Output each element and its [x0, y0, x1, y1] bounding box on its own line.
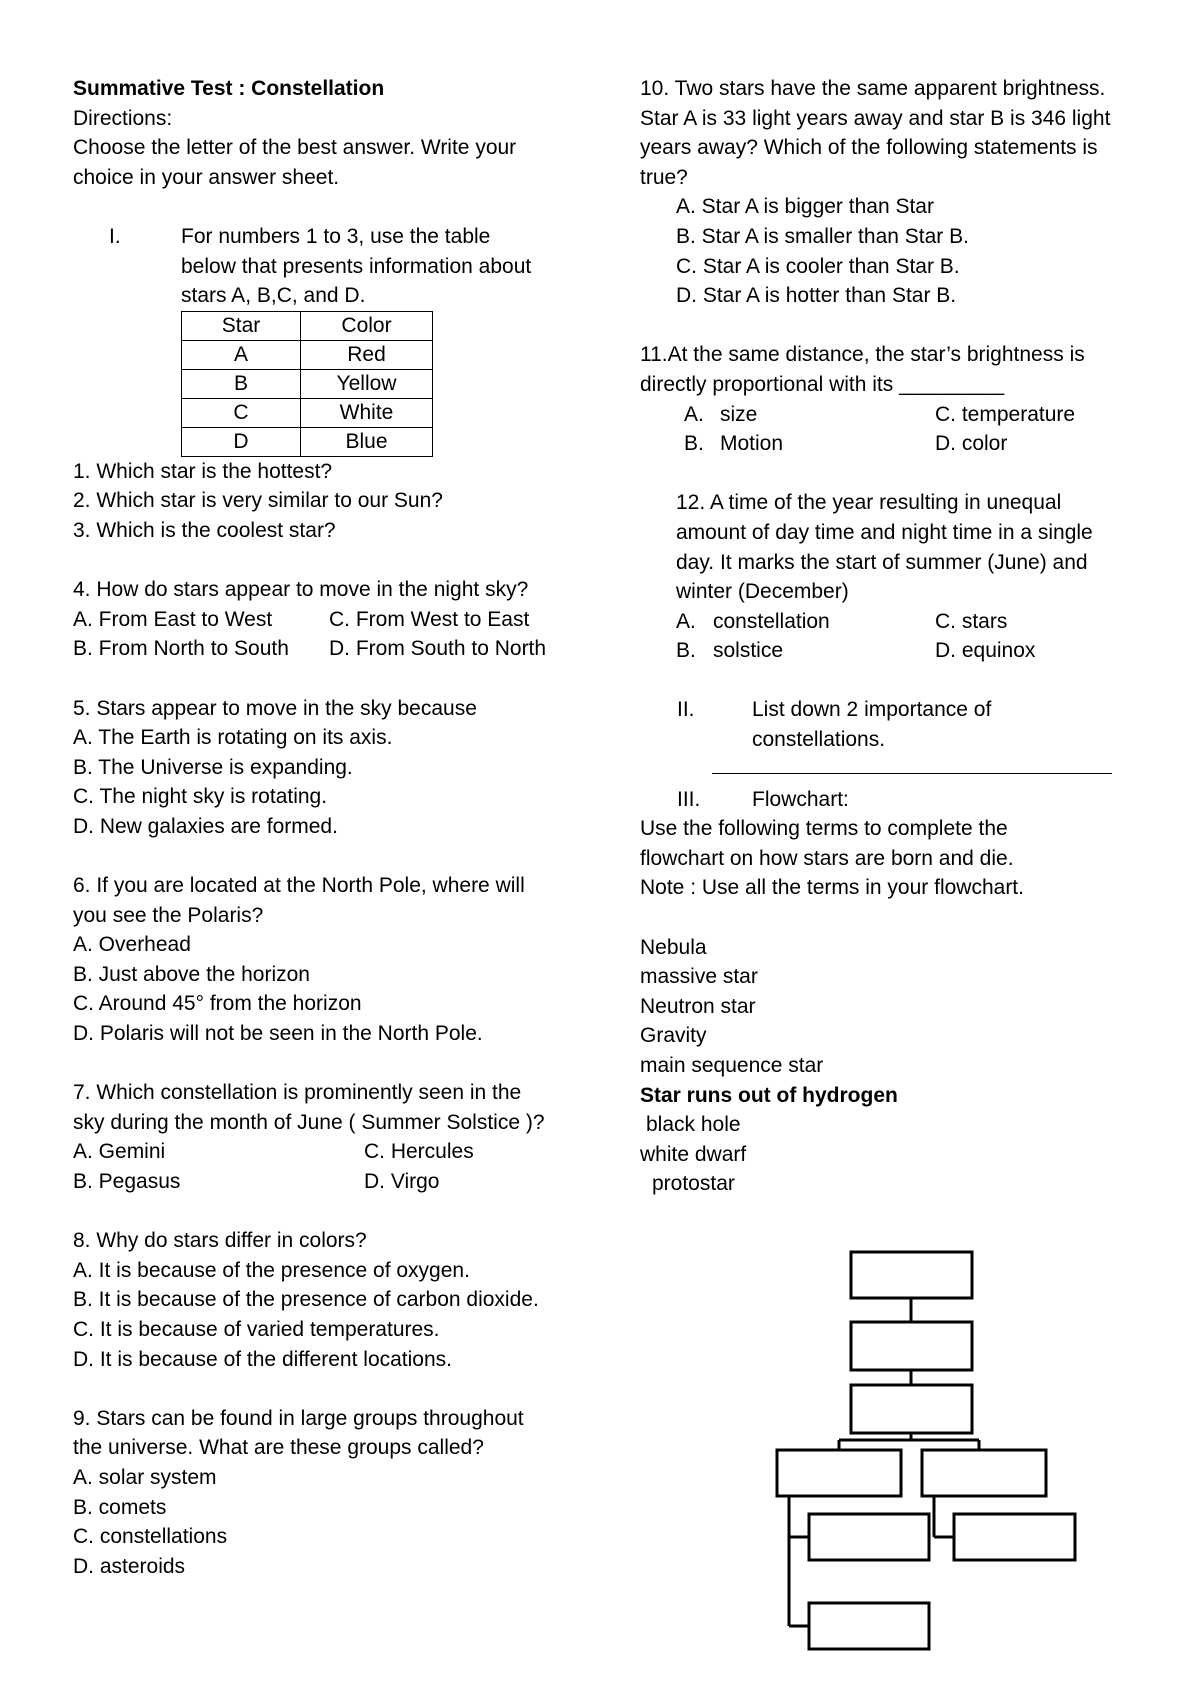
option: B. From North to South	[73, 637, 289, 661]
option-letter: B.	[684, 432, 704, 456]
option: B. It is because of the presence of carbon dioxide.	[73, 1288, 539, 1312]
question-11: directly proportional with its _________	[640, 372, 1005, 396]
part-3-label: Flowchart:	[752, 787, 849, 811]
option: A. From East to West	[73, 607, 273, 631]
question-9: 9. Stars can be found in large groups throughout	[73, 1406, 524, 1430]
term: Gravity	[640, 1024, 707, 1048]
option-letter: A.	[684, 402, 704, 426]
flowchart-box[interactable]	[851, 1385, 972, 1433]
question-12: 12. A time of the year resulting in unequal	[676, 491, 1062, 515]
option: D. Star A is hotter than Star B.	[676, 284, 957, 308]
part-1-line: below that presents information about	[181, 254, 532, 278]
option: D. equinox	[935, 639, 1036, 663]
flowchart-box[interactable]	[777, 1450, 901, 1496]
option: D. asteroids	[73, 1554, 186, 1578]
question-10: 10. Two stars have the same apparent brightness.	[640, 77, 1106, 100]
question-10: true?	[640, 165, 688, 189]
flowchart-box[interactable]	[809, 1514, 929, 1560]
flowchart-box[interactable]	[954, 1514, 1075, 1560]
question-6: 6. If you are located at the North Pole, where will	[73, 874, 525, 898]
flowchart-box[interactable]	[851, 1322, 972, 1370]
part-3-number: III.	[677, 787, 701, 811]
term: massive star	[640, 965, 758, 989]
question-12: amount of day time and night time in a single	[676, 520, 1093, 544]
flowchart-box[interactable]	[809, 1603, 929, 1649]
table-cell: A	[182, 340, 301, 369]
question-4: 4. How do stars appear to move in the night sky?	[73, 578, 529, 602]
term: white dwarf	[640, 1142, 747, 1166]
option: D. From South to North	[329, 637, 547, 661]
question-7: sky during the month of June ( Summer Solstice )?	[73, 1110, 545, 1134]
table-cell: Blue	[301, 427, 433, 456]
part-1-line: For numbers 1 to 3, use the table	[181, 224, 491, 248]
table-cell: B	[182, 369, 301, 398]
table-cell: C	[182, 398, 301, 427]
option: B. Star A is smaller than Star B.	[676, 224, 969, 248]
option: D. New galaxies are formed.	[73, 814, 338, 838]
directions-line: choice in your answer sheet.	[73, 165, 340, 189]
table-cell: Red	[301, 340, 433, 369]
term: Neutron star	[640, 994, 756, 1018]
part-1-number: I.	[109, 224, 121, 248]
directions-line: Choose the letter of the best answer. Write your	[73, 136, 517, 160]
term: main sequence star	[640, 1054, 824, 1077]
question-3: 3. Which is the coolest star?	[73, 518, 336, 542]
part-2-line: List down 2 importance of	[752, 698, 992, 722]
option: constellation	[713, 609, 830, 633]
option: D. Polaris will not be seen in the North Pole.	[73, 1022, 483, 1046]
option: D. Virgo	[364, 1170, 440, 1193]
question-2: 2. Which star is very similar to our Sun?	[73, 489, 443, 513]
question-12: winter (December)	[676, 580, 849, 604]
option-letter: B.	[676, 639, 696, 663]
option: A. solar system	[73, 1465, 217, 1489]
term: protostar	[652, 1172, 735, 1196]
question-5: 5. Stars appear to move in the sky because	[73, 696, 477, 720]
option: B. comets	[73, 1495, 167, 1519]
question-9: the universe. What are these groups called?	[73, 1436, 484, 1460]
option: size	[720, 402, 758, 426]
question-12: day. It marks the start of summer (June) and	[676, 550, 1088, 574]
question-10: years away? Which of the following statements is	[640, 136, 1098, 160]
table-cell: D	[182, 427, 301, 456]
table-header-cell: Color	[301, 311, 433, 340]
option: B. Just above the horizon	[73, 962, 310, 986]
option: D. It is because of the different locations.	[73, 1347, 452, 1371]
option: C. From West to East	[329, 607, 530, 631]
flowchart-instructions: Note : Use all the terms in your flowchart.	[640, 876, 1024, 900]
question-11: 11.At the same distance, the star’s brightness is	[640, 343, 1085, 367]
table-cell: Yellow	[301, 369, 433, 398]
option: solstice	[713, 639, 784, 663]
option: D. color	[935, 432, 1008, 456]
option: Motion	[720, 432, 784, 456]
part-2-number: II.	[677, 698, 695, 722]
term: Star runs out of hydrogen	[640, 1083, 898, 1107]
part-2-line: constellations.	[752, 728, 886, 752]
question-8: 8. Why do stars differ in colors?	[73, 1229, 367, 1253]
option: C. temperature	[935, 402, 1076, 426]
table-header-cell: Star	[182, 311, 301, 340]
question-1: 1. Which star is the hottest?	[73, 459, 333, 483]
directions-label: Directions:	[73, 106, 173, 130]
option: A. The Earth is rotating on its axis.	[73, 726, 393, 750]
question-10: Star A is 33 light years away and star B is 346 light	[640, 106, 1111, 130]
part-1-line: stars A, B,C, and D.	[181, 284, 366, 308]
option: C. constellations	[73, 1525, 228, 1549]
term: Nebula	[640, 935, 707, 959]
option: C. Star A is cooler than Star B.	[676, 254, 960, 278]
flowchart-instructions: flowchart on how stars are born and die.	[640, 846, 1014, 870]
question-7: 7. Which constellation is prominently seen in the	[73, 1081, 522, 1105]
option: B. Pegasus	[73, 1170, 181, 1193]
option: A. Gemini	[73, 1140, 166, 1164]
option-letter: A.	[676, 609, 696, 633]
option: A. It is because of the presence of oxygen.	[73, 1258, 470, 1282]
flowchart-instructions: Use the following terms to complete the	[640, 817, 1008, 841]
option: C. It is because of varied temperatures.	[73, 1317, 440, 1341]
option: A. Overhead	[73, 933, 191, 957]
option: A. Star A is bigger than Star	[676, 195, 934, 219]
flowchart-box[interactable]	[851, 1252, 972, 1298]
option: C. Around 45° from the horizon	[73, 992, 362, 1016]
flowchart-box[interactable]	[922, 1450, 1046, 1496]
table-cell: White	[301, 398, 433, 427]
option: C. The night sky is rotating.	[73, 785, 328, 809]
option: B. The Universe is expanding.	[73, 755, 353, 779]
option: C. stars	[935, 609, 1008, 633]
page-title: Summative Test : Constellation	[73, 77, 385, 100]
option: C. Hercules	[364, 1140, 474, 1164]
term: black hole	[646, 1113, 741, 1137]
question-6: you see the Polaris?	[73, 903, 264, 927]
